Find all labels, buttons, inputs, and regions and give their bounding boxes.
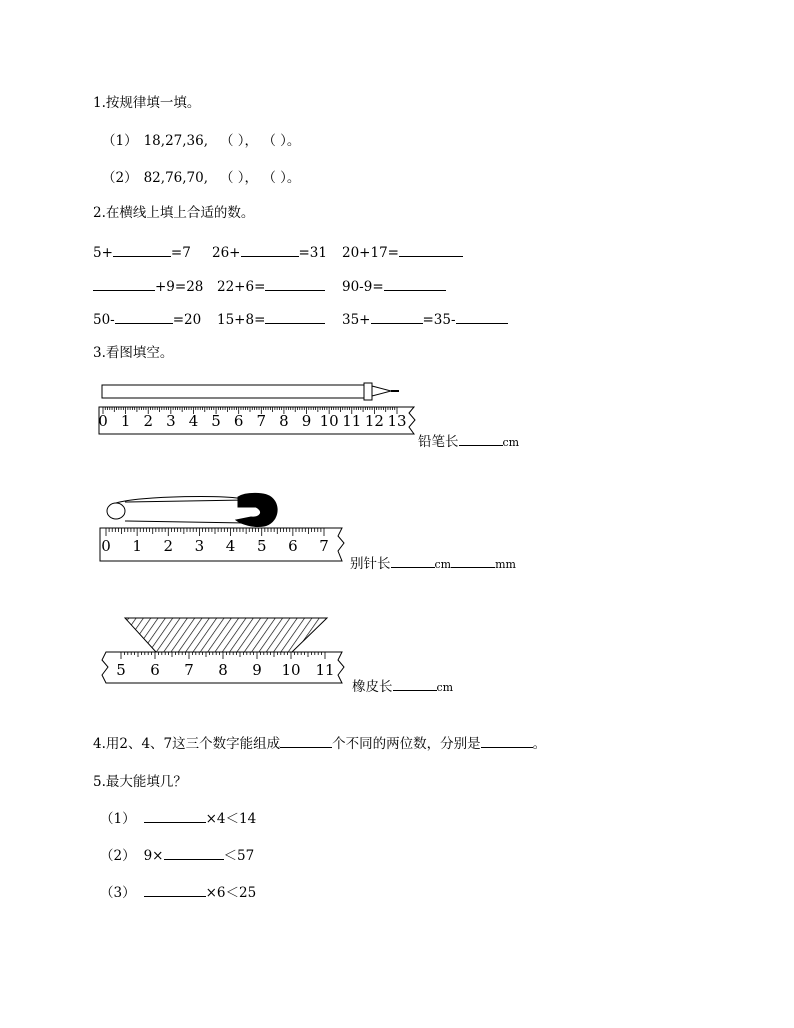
q1-item-1 [102,132,300,150]
ruler-label: 13 [387,412,407,430]
ruler-label: 3 [194,537,205,555]
pencil-illustration [102,383,399,400]
pin-answer: 别针长 cm mm [350,553,516,574]
q2-eq-1-3: 20+17= [342,242,463,262]
ruler-label: 7 [184,661,194,679]
ruler-label: 8 [279,412,289,430]
ruler-label: 9 [252,661,262,679]
ruler-label: 11 [315,661,335,679]
ruler-label: 4 [225,537,236,555]
safety-pin-figure [96,490,351,570]
ruler-label: 9 [301,412,312,430]
ruler-label: 5 [211,412,221,430]
ruler-label: 0 [98,412,108,430]
q2-eq-2-1: +9=28 [93,276,203,296]
answer-blank[interactable] [93,276,155,291]
answer-blank[interactable] [144,808,206,823]
answer-blank[interactable] [481,733,533,748]
item-number: （1） [102,133,138,149]
ruler-label: 4 [188,412,199,430]
q1-item-2 [102,169,300,187]
ruler-label: 8 [218,661,228,679]
ruler-label: 3 [166,412,176,430]
answer-blank[interactable] [459,431,503,446]
q2-eq-1-2: 26+ =31 [212,242,327,262]
answer-blank[interactable] [399,242,463,257]
answer-blank[interactable] [371,309,423,324]
q4-question: 4.用2、4、7这三个数字能组成 个不同的两位数，分别是 。 [93,733,546,753]
eraser-answer: 橡皮长 cm [352,676,453,697]
answer-blank[interactable] [393,676,437,691]
q5-item-1: （1） ×4＜14 [100,808,256,828]
ruler-label: 10 [319,412,339,430]
ruler-label: 6 [288,537,298,555]
answer-blank[interactable] [451,553,495,568]
q1-title: 1.按规律填一填。 [93,95,201,111]
answer-blank[interactable] [280,733,332,748]
answer-blank[interactable] [384,276,446,291]
eraser-figure [96,612,351,692]
q2-eq-2-3: 90-9= [342,276,446,296]
ruler-label: 12 [364,412,384,430]
eraser-illustration [125,618,327,652]
answer-blank[interactable] [164,845,224,860]
q5-title: 5.最大能填几？ [93,774,187,790]
answer-blank[interactable] [144,882,206,897]
sequence: 18,27,36, [143,133,209,149]
answer-blank[interactable] [456,309,508,324]
pencil-figure [95,378,415,448]
ruler-label: 6 [233,412,244,430]
q2-title: 2.在横线上填上合适的数。 [93,205,255,221]
q5-item-3: （3） ×6＜25 [100,882,256,902]
item-number: （2） [102,170,138,186]
answer-blank[interactable] [113,242,171,257]
q2-eq-2-2: 22+6= [217,276,325,296]
q2-eq-3-1: 50- =20 [93,309,201,329]
ruler-label: 10 [281,661,301,679]
ruler-label: 7 [319,537,329,555]
ruler-label: 5 [116,661,126,679]
q3-title: 3.看图填空。 [93,345,174,361]
answer-slots: （ ）， （ ）。 [220,170,301,186]
answer-blank[interactable] [265,309,325,324]
answer-blank[interactable] [115,309,173,324]
pencil-answer: 铅笔长 cm [418,431,519,452]
ruler-label: 2 [143,412,154,430]
safety-pin-illustration [107,493,277,526]
ruler-label: 0 [101,537,111,555]
ruler-label: 1 [120,412,131,430]
answer-blank[interactable] [391,553,435,568]
answer-blank[interactable] [265,276,325,291]
ruler-label: 7 [256,412,267,430]
ruler-label: 1 [132,537,142,555]
q2-eq-3-3: 35+ =35- [342,309,508,329]
answer-blank[interactable] [241,242,299,257]
q5-item-2: （2） 9× ＜57 [100,845,254,865]
ruler-label: 6 [150,661,160,679]
ruler-label: 5 [256,537,267,555]
answer-slots: （ ）， （ ）。 [220,133,301,149]
ruler-label: 11 [342,412,362,430]
q2-eq-3-2: 15+8= [217,309,325,329]
ruler-label: 2 [163,537,174,555]
sequence: 82,76,70, [143,170,209,186]
q2-eq-1-1: 5+ =7 [93,242,191,262]
